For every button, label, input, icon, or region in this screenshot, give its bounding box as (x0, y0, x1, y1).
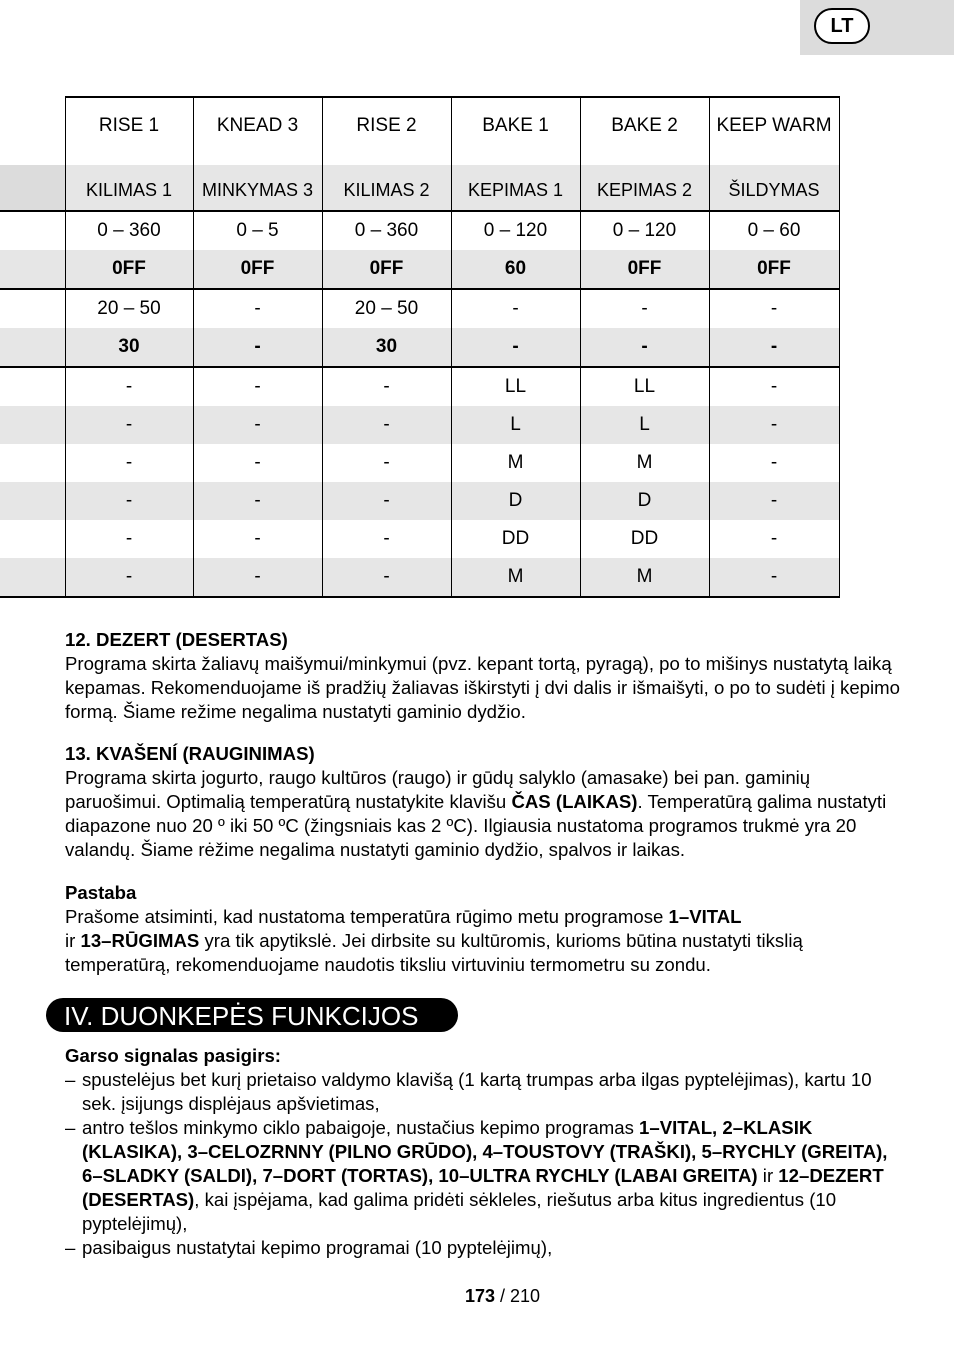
table-cell: 60 (451, 250, 580, 289)
table-cell: RISE 2 (322, 97, 451, 165)
table-cell: 30 (322, 328, 451, 367)
table-cell: - (322, 482, 451, 520)
table-cell: - (709, 367, 839, 406)
section-13-body: Programa skirta jogurto, raugo kultūros (raugo) ir gūdų salyklo (amasake) bei pan. gaminių paruošimui. Optimalią temperatūrą nustatykite klavišu ČAS (LAIKAS). Temperatūrą galima nustatyti diapazone nuo 20 º iki 50 ºC (žingsniais kas 2 ºC). Ilgiausia nustatoma programos trukmė yra 20 valandų. Šiame rėžime negalima nustatyti gaminio dydžio, spalvos ir laikas. (65, 767, 887, 860)
table-cell: - (451, 328, 580, 367)
table-cell: M (580, 444, 709, 482)
table-cell: 0 – 120 (580, 211, 709, 250)
beep-list-heading: Garso signalas pasigirs: (65, 1045, 281, 1066)
table-cell: - (322, 558, 451, 597)
row-label-cell (0, 289, 65, 328)
row-label-cell (0, 444, 65, 482)
note-block (65, 881, 905, 977)
program-table (0, 96, 840, 598)
table-cell: - (709, 444, 839, 482)
table-cell: - (451, 289, 580, 328)
section-12-heading: 12. DEZERT (DESERTAS) (65, 629, 288, 650)
table-cell: D (451, 482, 580, 520)
row-label-cell (0, 328, 65, 367)
table-cell: DD (451, 520, 580, 558)
table-row (0, 328, 839, 367)
table-cell: 20 – 50 (65, 289, 193, 328)
table-cell: 0 – 5 (193, 211, 322, 250)
section-13 (65, 742, 905, 862)
table-cell: M (580, 558, 709, 597)
table-cell: - (193, 444, 322, 482)
row-label-cell (0, 97, 65, 165)
table-cell: 30 (65, 328, 193, 367)
section-12-body: Programa skirta žaliavų maišymui/minkymui (pvz. kepant tortą, pyragą), po to mišinys nustatytą laiką kepamas. Rekomenduojame iš pradžių žaliavas iškirstyti į dvi dalis ir išmaišyti, o po to sudėti į kepimo formą. Šiame režime negalima nustatyti gaminio dydžio. (65, 653, 900, 722)
table-cell: DD (580, 520, 709, 558)
table-cell: KEPIMAS 1 (451, 165, 580, 211)
table-cell: BAKE 2 (580, 97, 709, 165)
table-cell: BAKE 1 (451, 97, 580, 165)
table-cell: 0FF (709, 250, 839, 289)
table-cell: - (65, 444, 193, 482)
table-cell: - (65, 367, 193, 406)
section-4-banner: IV. DUONKEPĖS FUNKCIJOS (46, 998, 458, 1032)
table-cell: KNEAD 3 (193, 97, 322, 165)
row-label-cell (0, 482, 65, 520)
table-cell: - (65, 558, 193, 597)
table-cell: - (322, 406, 451, 444)
table-cell: - (709, 406, 839, 444)
table-cell: - (193, 558, 322, 597)
table-row (0, 165, 839, 211)
row-label-cell (0, 211, 65, 250)
table-cell: - (193, 328, 322, 367)
table-cell: KEPIMAS 2 (580, 165, 709, 211)
table-cell: - (322, 444, 451, 482)
table-cell: 0FF (193, 250, 322, 289)
table-cell: 0FF (65, 250, 193, 289)
table-cell: D (580, 482, 709, 520)
table-cell: M (451, 558, 580, 597)
table-row (0, 444, 839, 482)
table-cell: 20 – 50 (322, 289, 451, 328)
section-12 (65, 628, 905, 724)
table-cell: LL (451, 367, 580, 406)
table-cell: KILIMAS 2 (322, 165, 451, 211)
page-number: 173 / 210 (464, 1286, 541, 1306)
table-cell: - (193, 289, 322, 328)
table-cell: - (193, 482, 322, 520)
table-row (0, 97, 839, 165)
row-label-cell (0, 367, 65, 406)
table-cell: - (322, 367, 451, 406)
table-cell: - (580, 289, 709, 328)
table-cell: M (451, 444, 580, 482)
table-cell: - (322, 520, 451, 558)
table-cell: - (65, 406, 193, 444)
table-cell: L (580, 406, 709, 444)
table-cell: 0FF (580, 250, 709, 289)
table-cell: 0 – 360 (65, 211, 193, 250)
table-row (0, 482, 839, 520)
note-body: Prašome atsiminti, kad nustatoma temperatūra rūgimo metu programose 1–VITAL ir 13–RŪGIMAS yra tik apytikslė. Jei dirbsite su kultūromis, kurioms būtina nustatyti tikslią temperatūrą, rekomenduojame naudotis tiksliu virtuviniu termometru su zondu. (65, 906, 803, 975)
table-cell: KEEP WARM (709, 97, 839, 165)
table-cell: 0 – 60 (709, 211, 839, 250)
table-row (0, 558, 839, 597)
row-label-cell (0, 165, 65, 211)
table-row (0, 406, 839, 444)
table-cell: - (65, 520, 193, 558)
table-cell: ŠILDYMAS (709, 165, 839, 211)
table-row (0, 520, 839, 558)
list-item: – antro tešlos minkymo ciklo pabaigoje, nustačius kepimo programas 1–VITAL, 2–KLASIK (KLASIKA), 3–CELOZRNNY (PILNO GRŪDO), 4–TOUSTOVY (TRAŠKI), 5–RYCHLY (GREITA), 6–SLADKY (SALDI), 7–DORT (TORTAS), 10–ULTRA RYCHLY (LABAI GREITA) ir 12–DEZERT (DESERTAS), kai įspėjama, kad galima pridėti sėkleles, riešutus arba kitus ingredientus (10 pyptelėjimų), (65, 1117, 888, 1234)
table-row (0, 367, 839, 406)
table-cell: - (193, 406, 322, 444)
row-label-cell (0, 558, 65, 597)
table-cell: - (709, 328, 839, 367)
table-cell: L (451, 406, 580, 444)
table-cell: LL (580, 367, 709, 406)
table-cell: KILIMAS 1 (65, 165, 193, 211)
list-item: – pasibaigus nustatytai kepimo programai (10 pyptelėjimų), (65, 1237, 553, 1258)
list-item: – spustelėjus bet kurį prietaiso valdymo klavišą (1 kartą trumpas arba ilgas pyptelėjimas), kartu 10 sek. įsijungs displėjaus apšvietimas, (65, 1069, 872, 1114)
table-row (0, 250, 839, 289)
row-label-cell (0, 406, 65, 444)
language-tab (800, 0, 954, 55)
beep-list (65, 1044, 905, 1260)
table-cell: - (193, 520, 322, 558)
table-cell: MINKYMAS 3 (193, 165, 322, 211)
table-cell: - (65, 482, 193, 520)
table-cell: 0 – 120 (451, 211, 580, 250)
table-cell: - (709, 520, 839, 558)
table-cell: RISE 1 (65, 97, 193, 165)
table-cell: - (709, 558, 839, 597)
note-heading: Pastaba (65, 882, 137, 903)
table-row (0, 289, 839, 328)
table-cell: - (580, 328, 709, 367)
table-cell: 0 – 360 (322, 211, 451, 250)
section-13-heading: 13. KVAŠENÍ (RAUGINIMAS) (65, 743, 315, 764)
table-row (0, 211, 839, 250)
table-cell: - (709, 482, 839, 520)
table-cell: - (193, 367, 322, 406)
language-badge: LT (814, 8, 870, 44)
table-cell: - (709, 289, 839, 328)
table-cell: 0FF (322, 250, 451, 289)
row-label-cell (0, 520, 65, 558)
row-label-cell (0, 250, 65, 289)
